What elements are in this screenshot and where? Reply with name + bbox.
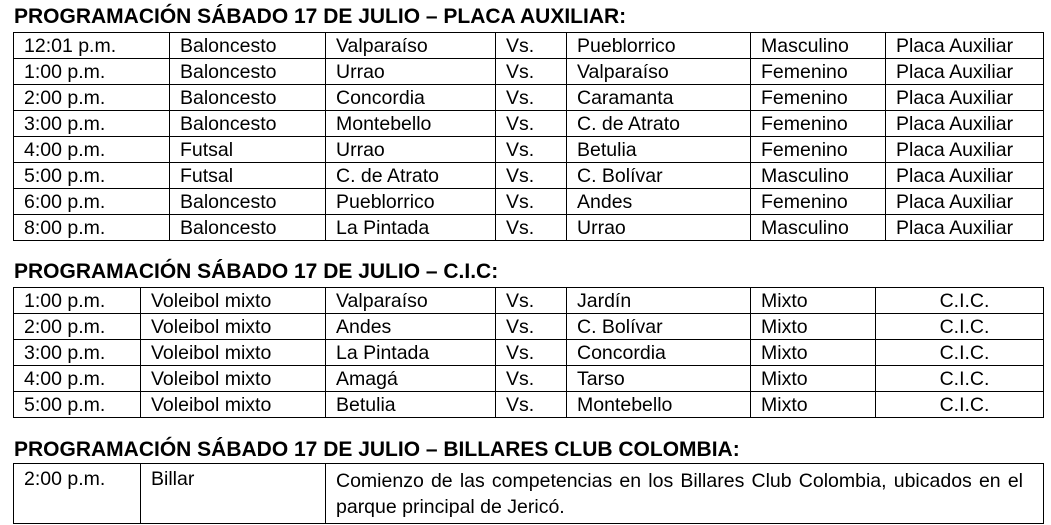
category-cell: Femenino	[751, 137, 886, 163]
venue-cell: Placa Auxiliar	[886, 33, 1044, 59]
venue-cell: C.I.C.	[876, 288, 1044, 314]
vs-cell: Vs.	[496, 85, 567, 111]
time-cell: 2:00 p.m.	[14, 464, 141, 524]
vs-cell: Vs.	[496, 314, 567, 340]
category-cell: Masculino	[751, 215, 886, 241]
sport-cell: Baloncesto	[170, 215, 326, 241]
venue-cell: Placa Auxiliar	[886, 163, 1044, 189]
table-row	[14, 163, 1044, 189]
time-cell: 4:00 p.m.	[14, 366, 141, 392]
table-row	[14, 111, 1044, 137]
team2-cell: Jardín	[567, 288, 751, 314]
sport-cell: Baloncesto	[170, 85, 326, 111]
team2-cell: Caramanta	[567, 85, 751, 111]
venue-cell: C.I.C.	[876, 314, 1044, 340]
category-cell: Mixto	[751, 288, 876, 314]
venue-cell: C.I.C.	[876, 340, 1044, 366]
table-row	[14, 59, 1044, 85]
table-row	[14, 340, 1044, 366]
time-cell: 1:00 p.m.	[14, 288, 141, 314]
category-cell: Mixto	[751, 366, 876, 392]
table-row	[14, 366, 1044, 392]
team1-cell: Valparaíso	[326, 33, 496, 59]
team2-cell: Montebello	[567, 392, 751, 418]
team1-cell: Montebello	[326, 111, 496, 137]
table-row	[14, 288, 1044, 314]
team2-cell: Tarso	[567, 366, 751, 392]
vs-cell: Vs.	[496, 163, 567, 189]
vs-cell: Vs.	[496, 111, 567, 137]
vs-cell: Vs.	[496, 33, 567, 59]
team2-cell: C. de Atrato	[567, 111, 751, 137]
team2-cell: Valparaíso	[567, 59, 751, 85]
sport-cell: Futsal	[170, 163, 326, 189]
description-cell: Comienzo de las competencias en los Billares Club Colombia, ubicados en el parque principal de Jericó.	[326, 464, 1044, 524]
table-row	[14, 137, 1044, 163]
team1-cell: La Pintada	[326, 340, 496, 366]
table-row	[14, 85, 1044, 111]
vs-cell: Vs.	[496, 215, 567, 241]
time-cell: 6:00 p.m.	[14, 189, 170, 215]
table-row	[14, 215, 1044, 241]
venue-cell: C.I.C.	[876, 366, 1044, 392]
team2-cell: Betulia	[567, 137, 751, 163]
venue-cell: Placa Auxiliar	[886, 85, 1044, 111]
table-row	[14, 392, 1044, 418]
venue-cell: Placa Auxiliar	[886, 111, 1044, 137]
venue-cell: Placa Auxiliar	[886, 215, 1044, 241]
sport-cell: Baloncesto	[170, 59, 326, 85]
category-cell: Masculino	[751, 33, 886, 59]
time-cell: 5:00 p.m.	[14, 392, 141, 418]
time-cell: 4:00 p.m.	[14, 137, 170, 163]
category-cell: Femenino	[751, 189, 886, 215]
sport-cell: Futsal	[170, 137, 326, 163]
sport-cell: Voleibol mixto	[141, 392, 326, 418]
team2-cell: C. Bolívar	[567, 314, 751, 340]
sport-cell: Baloncesto	[170, 189, 326, 215]
vs-cell: Vs.	[496, 288, 567, 314]
time-cell: 5:00 p.m.	[14, 163, 170, 189]
category-cell: Mixto	[751, 340, 876, 366]
time-cell: 8:00 p.m.	[14, 215, 170, 241]
team2-cell: Pueblorrico	[567, 33, 751, 59]
sport-cell: Billar	[141, 464, 326, 524]
venue-cell: Placa Auxiliar	[886, 59, 1044, 85]
venue-cell: Placa Auxiliar	[886, 137, 1044, 163]
time-cell: 2:00 p.m.	[14, 85, 170, 111]
team1-cell: Concordia	[326, 85, 496, 111]
venue-cell: Placa Auxiliar	[886, 189, 1044, 215]
time-cell: 3:00 p.m.	[14, 111, 170, 137]
schedule-table-billares	[13, 463, 1044, 524]
sport-cell: Voleibol mixto	[141, 288, 326, 314]
vs-cell: Vs.	[496, 392, 567, 418]
schedule-table-placa-auxiliar	[13, 32, 1044, 241]
time-cell: 12:01 p.m.	[14, 33, 170, 59]
vs-cell: Vs.	[496, 59, 567, 85]
team2-cell: Urrao	[567, 215, 751, 241]
section-heading-cic: PROGRAMACIÓN SÁBADO 17 DE JULIO – C.I.C:	[14, 260, 499, 283]
team1-cell: Betulia	[326, 392, 496, 418]
section-heading-placa-auxiliar: PROGRAMACIÓN SÁBADO 17 DE JULIO – PLACA AUXILIAR:	[14, 5, 627, 28]
category-cell: Femenino	[751, 59, 886, 85]
team1-cell: Pueblorrico	[326, 189, 496, 215]
vs-cell: Vs.	[496, 189, 567, 215]
team2-cell: Concordia	[567, 340, 751, 366]
team1-cell: Valparaíso	[326, 288, 496, 314]
schedule-table-cic	[13, 287, 1044, 418]
time-cell: 1:00 p.m.	[14, 59, 170, 85]
team1-cell: Urrao	[326, 59, 496, 85]
team1-cell: C. de Atrato	[326, 163, 496, 189]
sport-cell: Baloncesto	[170, 33, 326, 59]
table-row	[14, 33, 1044, 59]
team1-cell: Andes	[326, 314, 496, 340]
table-row	[14, 189, 1044, 215]
team1-cell: La Pintada	[326, 215, 496, 241]
team1-cell: Urrao	[326, 137, 496, 163]
sport-cell: Voleibol mixto	[141, 314, 326, 340]
category-cell: Femenino	[751, 85, 886, 111]
section-heading-billares: PROGRAMACIÓN SÁBADO 17 DE JULIO – BILLARES CLUB COLOMBIA:	[14, 438, 740, 461]
team1-cell: Amagá	[326, 366, 496, 392]
table-row	[14, 314, 1044, 340]
team2-cell: Andes	[567, 189, 751, 215]
sport-cell: Voleibol mixto	[141, 366, 326, 392]
sport-cell: Baloncesto	[170, 111, 326, 137]
category-cell: Femenino	[751, 111, 886, 137]
table-row	[14, 464, 1044, 524]
team2-cell: C. Bolívar	[567, 163, 751, 189]
sport-cell: Voleibol mixto	[141, 340, 326, 366]
vs-cell: Vs.	[496, 137, 567, 163]
vs-cell: Vs.	[496, 340, 567, 366]
category-cell: Mixto	[751, 314, 876, 340]
venue-cell: C.I.C.	[876, 392, 1044, 418]
time-cell: 3:00 p.m.	[14, 340, 141, 366]
category-cell: Masculino	[751, 163, 886, 189]
vs-cell: Vs.	[496, 366, 567, 392]
time-cell: 2:00 p.m.	[14, 314, 141, 340]
category-cell: Mixto	[751, 392, 876, 418]
